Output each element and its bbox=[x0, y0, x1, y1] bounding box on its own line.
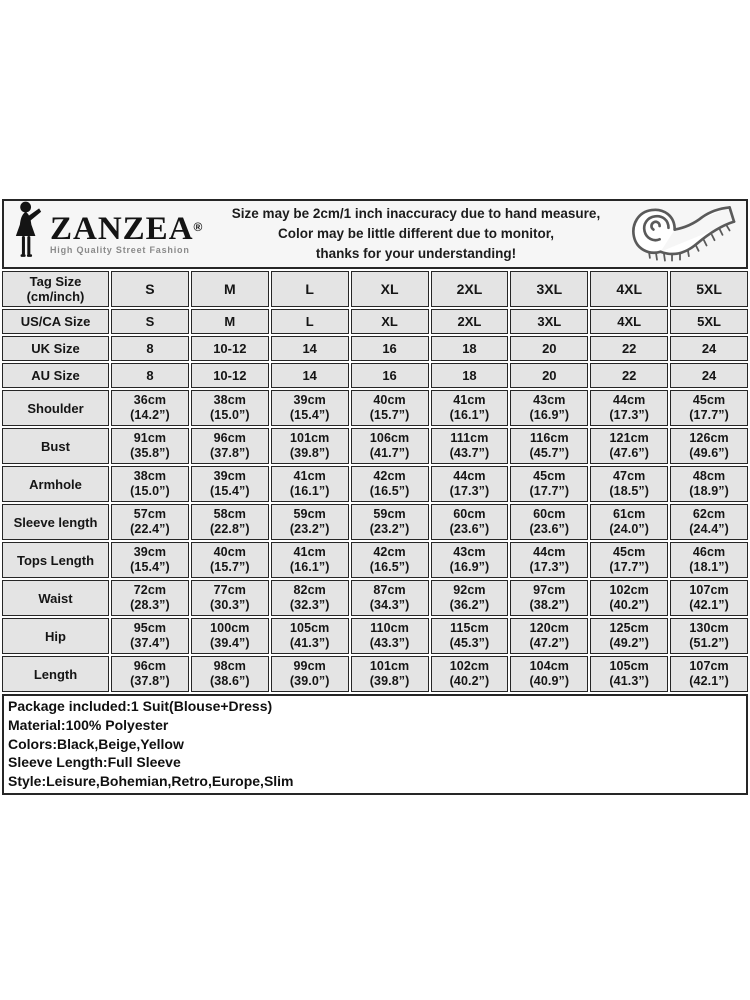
brand-logo bbox=[4, 201, 218, 268]
measure-value-cell: 45cm (17.7”) bbox=[510, 466, 588, 502]
measure-value-cell: 57cm (22.4”) bbox=[111, 504, 189, 540]
measure-value-cell: 105cm (41.3”) bbox=[271, 618, 349, 654]
measure-value-cell: 100cm (39.4”) bbox=[191, 618, 269, 654]
detail-line: Style:Leisure,Bohemian,Retro,Europe,Slim bbox=[8, 773, 294, 790]
measure-value-cell: 42cm (16.5”) bbox=[351, 466, 429, 502]
measure-value-cell: 38cm (15.0”) bbox=[191, 390, 269, 426]
measure-value-cell: 47cm (18.5”) bbox=[590, 466, 668, 502]
size-value-cell: L bbox=[271, 309, 349, 334]
size-value-cell: 10-12 bbox=[191, 363, 269, 388]
measure-value-cell: 40cm (15.7”) bbox=[191, 542, 269, 578]
measure-disclaimer bbox=[218, 204, 614, 264]
measure-value-cell: 39cm (15.4”) bbox=[271, 390, 349, 426]
product-details-box bbox=[2, 694, 748, 795]
measure-value-cell: 72cm (28.3”) bbox=[111, 580, 189, 616]
size-value-cell: 20 bbox=[510, 363, 588, 388]
brand-name: ZANZEA® bbox=[50, 210, 204, 247]
measure-value-cell: 110cm (43.3”) bbox=[351, 618, 429, 654]
size-value-cell: 24 bbox=[670, 363, 748, 388]
measure-value-cell: 45cm (17.7”) bbox=[670, 390, 748, 426]
brand-text-block bbox=[50, 210, 204, 255]
woman-silhouette-icon bbox=[12, 201, 46, 268]
size-value-cell: 2XL bbox=[431, 309, 509, 334]
measure-value-cell: 36cm (14.2”) bbox=[111, 390, 189, 426]
measure-value-cell: 97cm (38.2”) bbox=[510, 580, 588, 616]
measure-value-cell: 120cm (47.2”) bbox=[510, 618, 588, 654]
size-value-cell: 16 bbox=[351, 363, 429, 388]
measure-value-cell: 116cm (45.7”) bbox=[510, 428, 588, 464]
measure-value-cell: 92cm (36.2”) bbox=[431, 580, 509, 616]
size-value-cell: M bbox=[191, 309, 269, 334]
measure-value-cell: 58cm (22.8”) bbox=[191, 504, 269, 540]
row-label-cell: Waist bbox=[2, 580, 109, 616]
disclaimer-line: Color may be little different due to monitor, bbox=[277, 226, 555, 241]
size-value-cell: 22 bbox=[590, 363, 668, 388]
size-value-cell: 14 bbox=[271, 363, 349, 388]
measure-value-cell: 99cm (39.0”) bbox=[271, 656, 349, 692]
measure-value-cell: 111cm (43.7”) bbox=[431, 428, 509, 464]
size-value-cell: 8 bbox=[111, 336, 189, 361]
measure-value-cell: 40cm (15.7”) bbox=[351, 390, 429, 426]
header-box bbox=[2, 199, 748, 269]
detail-line: Package included:1 Suit(Blouse+Dress) bbox=[8, 698, 273, 714]
detail-line: Material:100% Polyester bbox=[8, 716, 169, 733]
size-value-cell: 4XL bbox=[590, 309, 668, 334]
measure-value-cell: 41cm (16.1”) bbox=[431, 390, 509, 426]
measure-value-cell: 102cm (40.2”) bbox=[590, 580, 668, 616]
measure-value-cell: 82cm (32.3”) bbox=[271, 580, 349, 616]
measure-value-cell: 106cm (41.7”) bbox=[351, 428, 429, 464]
size-value-cell: XL bbox=[351, 309, 429, 334]
measure-value-cell: 48cm (18.9”) bbox=[670, 466, 748, 502]
row-label-cell: UK Size bbox=[2, 336, 109, 361]
row-label-cell: Armhole bbox=[2, 466, 109, 502]
measure-value-cell: 43cm (16.9”) bbox=[431, 542, 509, 578]
measure-value-cell: 130cm (51.2”) bbox=[670, 618, 748, 654]
size-value-cell: 20 bbox=[510, 336, 588, 361]
size-value-cell: 5XL bbox=[670, 309, 748, 334]
row-label-cell: AU Size bbox=[2, 363, 109, 388]
row-label-cell: Sleeve length bbox=[2, 504, 109, 540]
col-header-cell: 4XL bbox=[590, 271, 668, 307]
measure-value-cell: 91cm (35.8”) bbox=[111, 428, 189, 464]
size-value-cell: 18 bbox=[431, 336, 509, 361]
size-table bbox=[2, 271, 748, 692]
measure-value-cell: 115cm (45.3”) bbox=[431, 618, 509, 654]
detail-line: Colors:Black,Beige,Yellow bbox=[8, 735, 184, 752]
col-header-cell: XL bbox=[351, 271, 429, 307]
measure-value-cell: 46cm (18.1”) bbox=[670, 542, 748, 578]
measure-value-cell: 45cm (17.7”) bbox=[590, 542, 668, 578]
measure-value-cell: 39cm (15.4”) bbox=[191, 466, 269, 502]
measure-value-cell: 61cm (24.0”) bbox=[590, 504, 668, 540]
row-label-cell: Bust bbox=[2, 428, 109, 464]
measure-value-cell: 60cm (23.6”) bbox=[431, 504, 509, 540]
size-value-cell: 22 bbox=[590, 336, 668, 361]
measure-value-cell: 125cm (49.2”) bbox=[590, 618, 668, 654]
measure-value-cell: 62cm (24.4”) bbox=[670, 504, 748, 540]
registered-mark: ® bbox=[193, 219, 204, 234]
measure-value-cell: 101cm (39.8”) bbox=[351, 656, 429, 692]
measure-value-cell: 98cm (38.6”) bbox=[191, 656, 269, 692]
size-value-cell: 8 bbox=[111, 363, 189, 388]
measure-value-cell: 102cm (40.2”) bbox=[431, 656, 509, 692]
measure-value-cell: 107cm (42.1”) bbox=[670, 580, 748, 616]
disclaimer-line: thanks for your understanding! bbox=[315, 246, 517, 261]
measuring-tape-icon bbox=[614, 203, 746, 265]
col-header-cell: 3XL bbox=[510, 271, 588, 307]
measure-value-cell: 77cm (30.3”) bbox=[191, 580, 269, 616]
measure-value-cell: 44cm (17.3”) bbox=[590, 390, 668, 426]
measure-value-cell: 41cm (16.1”) bbox=[271, 542, 349, 578]
measure-value-cell: 121cm (47.6”) bbox=[590, 428, 668, 464]
size-value-cell: 14 bbox=[271, 336, 349, 361]
measure-value-cell: 107cm (42.1”) bbox=[670, 656, 748, 692]
row-label-cell: US/CA Size bbox=[2, 309, 109, 334]
col-header-cell: 5XL bbox=[670, 271, 748, 307]
disclaimer-line: Size may be 2cm/1 inch inaccuracy due to hand measure, bbox=[231, 206, 601, 221]
row-label-cell: Hip bbox=[2, 618, 109, 654]
tag-size-header-cell: Tag Size (cm/inch) bbox=[2, 271, 109, 307]
row-label-cell: Length bbox=[2, 656, 109, 692]
size-value-cell: 18 bbox=[431, 363, 509, 388]
measure-value-cell: 41cm (16.1”) bbox=[271, 466, 349, 502]
col-header-cell: L bbox=[271, 271, 349, 307]
size-value-cell: 16 bbox=[351, 336, 429, 361]
size-value-cell: 10-12 bbox=[191, 336, 269, 361]
measure-value-cell: 39cm (15.4”) bbox=[111, 542, 189, 578]
size-value-cell: 24 bbox=[670, 336, 748, 361]
row-label-cell: Shoulder bbox=[2, 390, 109, 426]
measure-value-cell: 44cm (17.3”) bbox=[510, 542, 588, 578]
measure-value-cell: 87cm (34.3”) bbox=[351, 580, 429, 616]
measure-value-cell: 59cm (23.2”) bbox=[351, 504, 429, 540]
measure-value-cell: 95cm (37.4”) bbox=[111, 618, 189, 654]
measure-value-cell: 38cm (15.0”) bbox=[111, 466, 189, 502]
row-label-cell: Tops Length bbox=[2, 542, 109, 578]
measure-value-cell: 44cm (17.3”) bbox=[431, 466, 509, 502]
col-header-cell: M bbox=[191, 271, 269, 307]
measure-value-cell: 60cm (23.6”) bbox=[510, 504, 588, 540]
measure-value-cell: 101cm (39.8”) bbox=[271, 428, 349, 464]
measure-value-cell: 59cm (23.2”) bbox=[271, 504, 349, 540]
measure-value-cell: 105cm (41.3”) bbox=[590, 656, 668, 692]
col-header-cell: 2XL bbox=[431, 271, 509, 307]
brand-tagline: High Quality Street Fashion bbox=[50, 244, 190, 255]
measure-value-cell: 104cm (40.9”) bbox=[510, 656, 588, 692]
measure-value-cell: 96cm (37.8”) bbox=[191, 428, 269, 464]
measure-value-cell: 43cm (16.9”) bbox=[510, 390, 588, 426]
size-value-cell: S bbox=[111, 309, 189, 334]
col-header-cell: S bbox=[111, 271, 189, 307]
size-value-cell: 3XL bbox=[510, 309, 588, 334]
measure-value-cell: 42cm (16.5”) bbox=[351, 542, 429, 578]
measure-value-cell: 126cm (49.6”) bbox=[670, 428, 748, 464]
measure-value-cell: 96cm (37.8”) bbox=[111, 656, 189, 692]
detail-line: Sleeve Length:Full Sleeve bbox=[8, 754, 181, 771]
